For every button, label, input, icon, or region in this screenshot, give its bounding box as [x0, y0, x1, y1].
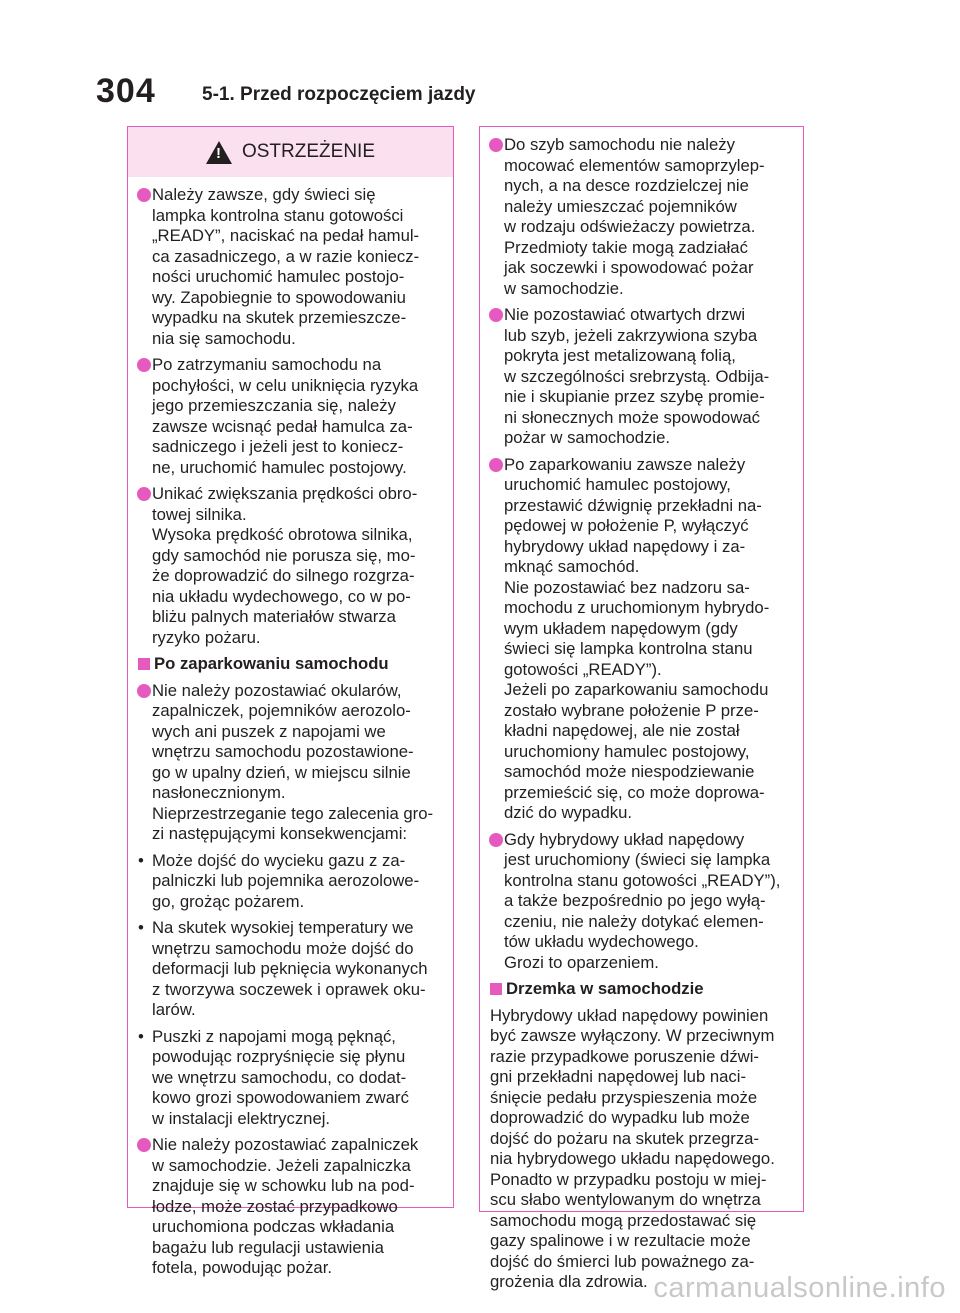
warning-box [127, 126, 454, 1277]
heading-text: Drzemka w samochodzie [506, 979, 704, 998]
text-line: nia się samochodu. [152, 328, 296, 348]
text-line: Do szyb samochodu nie należy [504, 135, 735, 154]
text-line: wnętrzu samochodu może dojść do [152, 938, 414, 958]
text-line: Należy zawsze, gdy świeci się [152, 185, 376, 204]
section-title: 5-1. Przed rozpoczęciem jazdy [202, 84, 476, 105]
text-line: zi następującymi konsekwencjami: [152, 824, 408, 843]
text-line: Po zatrzymaniu samochodu na [152, 355, 382, 374]
text-line: uruchomić hamulec postojowy, [504, 475, 731, 494]
text-line: samochodu mogą przedostawać się [490, 1210, 757, 1230]
text-line: Przedmioty takie mogą zadziałać [504, 237, 748, 257]
text-line: Nieprzestrzeganie tego zalecenia gro- [152, 803, 434, 823]
text-line: uruchomiona podczas wkładania [152, 1217, 395, 1236]
warning-title: OSTRZEŻENIE [241, 141, 375, 162]
text-line: dojść do śmierci lub poważnego za- [490, 1251, 755, 1271]
warning-content [128, 177, 453, 1279]
bullet-icon: • [138, 850, 144, 870]
bullet-dot-icon [137, 487, 151, 501]
text-line: grożenia dla zdrowia. [490, 1272, 648, 1291]
text-line: uruchomiony hamulec postojowy, [504, 741, 750, 761]
text-line: doprowadzić do wypadku lub może [490, 1108, 750, 1127]
bullet-dot-icon [137, 684, 151, 698]
square-marker-icon [490, 983, 502, 995]
text-line: mocować elementów samoprzylep- [504, 155, 765, 175]
text-line: Gdy hybrydowy układ napędowy [504, 829, 745, 849]
text-line: nie i skupianie przez szybę promie- [504, 387, 765, 406]
text-line: „READY”, naciskać na pedał hamul- [152, 226, 420, 245]
right-content [480, 127, 803, 1293]
bullet-dot-icon [137, 1138, 151, 1152]
list-item [138, 484, 447, 648]
text-line: Nie pozostawiać otwartych drzwi [504, 305, 746, 324]
text-line: wym układem napędowym (gdy [504, 618, 738, 638]
text-line: ne, uruchomić hamulec postojowy. [152, 457, 407, 477]
sub-list-item [138, 851, 447, 913]
text-line: mknąć samochód. [504, 557, 640, 576]
warning-header [128, 127, 453, 177]
text-line: w szczególności srebrzystą. Odbija- [504, 366, 770, 386]
text-line: gotowości „READY”). [504, 659, 662, 679]
bullet-dot-icon [489, 308, 503, 322]
text-line: w instalacji elektrycznej. [152, 1108, 331, 1128]
bullet-dot-icon [489, 833, 503, 847]
text-line: pochyłości, w celu uniknięcia ryzyka [152, 375, 419, 395]
text-line: palniczki lub pojemnika aerozolowe- [152, 871, 420, 890]
text-line: Nie należy pozostawiać zapalniczek [152, 1135, 419, 1154]
text-line: nych, a na desce rozdzielczej nie [504, 176, 749, 195]
bullet-dot-icon [489, 138, 503, 152]
text-line: scu słabo wentylowanym do wnętrza [490, 1190, 761, 1209]
text-line: Jeżeli po zaparkowaniu samochodu [504, 680, 769, 699]
text-line: Unikać zwiększania prędkości obro- [152, 484, 418, 503]
text-line: ni słonecznych może spowodować [504, 407, 761, 427]
text-line: wypadku na skutek przemieszcze- [152, 308, 407, 327]
text-line: fotela, powodując pożar. [152, 1258, 332, 1277]
text-line: go w upalny dzień, w miejscu silnie [152, 762, 411, 782]
text-line: że doprowadzić do silnego rozgrza- [152, 566, 415, 585]
text-line: Na skutek wysokiej temperatury we [152, 918, 414, 937]
text-line: jego przemieszczania się, należy [152, 396, 396, 415]
text-line: jest uruchomiony (świeci się lampka [504, 850, 771, 869]
text-line: gdy samochód nie porusza się, mo- [152, 545, 416, 565]
right-box [479, 126, 804, 1291]
text-line: dojść do pożaru na skutek przegrza- [490, 1128, 759, 1148]
text-line: dzić do wypadku. [504, 803, 633, 822]
text-line: jak soczewki i spowodować pożar [504, 258, 754, 277]
text-line: Wysoka prędkość obrotowa silnika, [152, 525, 413, 544]
watermark: carmanualsonline.info [653, 1272, 946, 1304]
text-line: pędowej w położenie P, wyłączyć [504, 516, 749, 535]
warning-triangle-icon [206, 141, 232, 164]
text-line: zostało wybrane położenie P prze- [504, 700, 759, 720]
text-line: ca zasadniczego, a w razie koniecz- [152, 246, 420, 266]
text-line: ności uruchomić hamulec postojo- [152, 267, 405, 286]
text-line: zapalniczek, pojemników aerozolo- [152, 701, 411, 720]
text-line: tów układu wydechowego. [504, 932, 699, 951]
text-line: Nie należy pozostawiać okularów, [152, 680, 402, 700]
list-item [138, 681, 447, 845]
text-line: razie przypadkowe poruszenie dźwi- [490, 1046, 759, 1066]
text-line: bagażu lub regulacji ustawienia [152, 1237, 384, 1257]
text-line: w samochodzie. Jeżeli zapalniczka [152, 1155, 411, 1175]
text-line: wy. Zapobiegnie to spowodowaniu [152, 287, 406, 307]
square-marker-icon [138, 658, 150, 670]
text-line: czeniu, nie należy dotykać elemen- [504, 911, 764, 931]
list-item [490, 305, 797, 449]
text-line: wych ani puszek z napojami we [152, 721, 386, 741]
text-line: lub szyb, jeżeli zakrzywiona szyba [504, 325, 758, 345]
text-line: znajduje się w schowku lub na pod- [152, 1176, 415, 1195]
text-line: nia układu wydechowego, co w po- [152, 586, 411, 606]
text-line: nia hybrydowego układu napędowego. [490, 1149, 775, 1168]
text-line: lampka kontrolna stanu gotowości [152, 205, 404, 225]
list-item [138, 355, 447, 478]
text-line: Nie pozostawiać bez nadzoru sa- [504, 577, 750, 597]
text-line: powodując rozpryśnięcie się płynu [152, 1047, 406, 1066]
text-line: pożar w samochodzie. [504, 428, 671, 447]
bullet-dot-icon [137, 188, 151, 202]
text-line: nasłonecznionym. [152, 783, 286, 802]
bullet-dot-icon [137, 358, 151, 372]
text-line: świeci się lampka kontrolna stanu [504, 639, 753, 658]
page-number: 304 [96, 72, 156, 110]
list-item [490, 455, 797, 824]
paragraph [490, 1006, 797, 1293]
text-line: hybrydowy układ napędowy i za- [504, 536, 746, 556]
text-line: w samochodzie. [504, 278, 624, 298]
text-line: w rodzaju odświeżaczy powietrza. [504, 217, 756, 236]
heading-text: Po zaparkowaniu samochodu [154, 654, 389, 673]
text-line: Puszki z napojami mogą pęknąć, [152, 1026, 396, 1046]
text-line: kontrolna stanu gotowości „READY”), [504, 870, 781, 890]
text-line: śnięcie pedału przyspieszenia może [490, 1087, 758, 1107]
subsection-heading [490, 979, 797, 1000]
text-line: gazy spalinowe i w rezultacie może [490, 1231, 751, 1250]
text-line: Może dojść do wycieku gazu z za- [152, 850, 406, 870]
list-item [138, 185, 447, 349]
text-line: gni przekładni napędowej lub naci- [490, 1067, 747, 1086]
list-item [138, 1135, 447, 1279]
list-item [490, 830, 797, 974]
text-line: należy umieszczać pojemników [504, 196, 737, 216]
sub-list-item [138, 1027, 447, 1130]
text-line: deformacji lub pęknięcia wykonanych [152, 959, 428, 978]
text-line: kładni napędowej, ale nie został [504, 721, 740, 740]
text-line: Ponadto w przypadku postoju w miej- [490, 1169, 767, 1189]
text-line: kowo grozi spowodowaniem zwarć [152, 1088, 409, 1107]
text-line: przemieścić się, co może doprowa- [504, 782, 765, 802]
text-line: być zawsze wyłączony. W przeciwnym [490, 1026, 775, 1045]
text-line: a także bezpośrednio po jego wyłą- [504, 891, 766, 910]
text-line: zawsze wcisnąć pedał hamulca za- [152, 416, 413, 436]
subsection-heading [138, 654, 447, 675]
text-line: pokryta jest metalizowaną folią, [504, 346, 736, 365]
text-line: larów. [152, 1000, 196, 1019]
text-line: wnętrzu samochodu pozostawione- [152, 742, 414, 761]
text-line: z tworzywa soczewek i oprawek oku- [152, 979, 426, 999]
bullet-icon: • [138, 918, 144, 937]
sub-list-item [138, 918, 447, 1021]
text-line: we wnętrzu samochodu, co dodat- [152, 1067, 407, 1087]
text-line: bliżu palnych materiałów stwarza [152, 607, 396, 626]
text-line: samochód może niespodziewanie [504, 762, 755, 781]
text-line: przestawić dźwignię przekładni na- [504, 495, 762, 515]
text-line: towej silnika. [152, 504, 247, 524]
text-line: Hybrydowy układ napędowy powinien [490, 1005, 769, 1025]
bullet-icon: • [138, 1026, 144, 1046]
text-line: sadniczego i jeżeli jest to koniecz- [152, 437, 404, 456]
text-line: mochodu z uruchomionym hybrydo- [504, 598, 770, 617]
text-line: ryzyko pożaru. [152, 627, 261, 647]
text-line: łodze, może zostać przypadkowo [152, 1196, 398, 1216]
text-line: Po zaparkowaniu zawsze należy [504, 454, 746, 474]
list-item [490, 135, 797, 299]
bullet-dot-icon [489, 458, 503, 472]
text-line: go, grożąc pożarem. [152, 891, 305, 911]
text-line: Grozi to oparzeniem. [504, 952, 659, 972]
